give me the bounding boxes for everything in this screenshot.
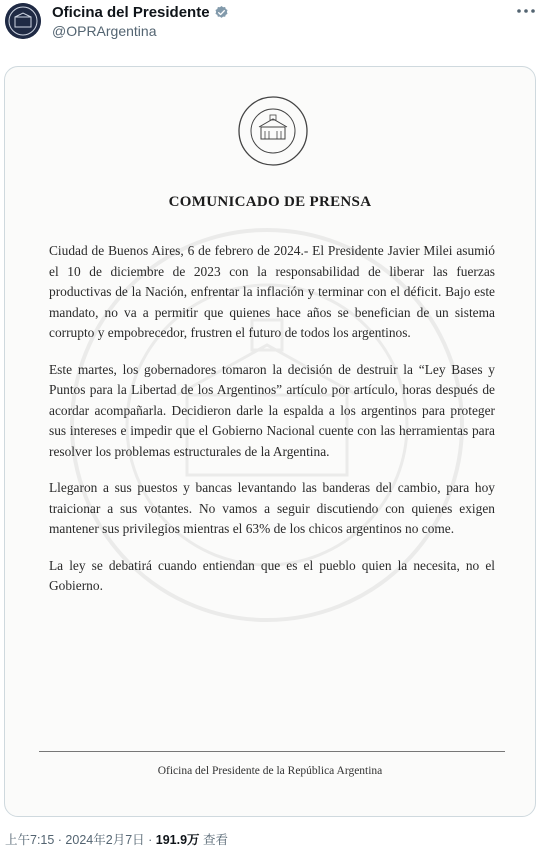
seal-avatar-icon (5, 3, 41, 39)
paragraph: Este martes, los gobernadores tomaron la decisión de destruir la “Ley Bases y Puntos para la Libertad de los Argentinos” artículo por artículo, horas después de acordar acompañarla. Decidieron darle la espalda a los argentinos para proteger sus intereses e impedir que el Gobierno Nacional cuente con las herramientas para resolver los problemas estructurales de la Argentina. (49, 361, 495, 459)
avatar[interactable] (5, 3, 41, 39)
views-label: 查看 (199, 833, 229, 847)
paragraph: Llegaron a sus puestos y bancas levantando las banderas del cambio, para hoy traicionar a sus votantes. No vamos a seguir discutiendo con quienes exigen mantener sus privilegios mientras el 63% de los chicos argentinos no come. (49, 480, 495, 536)
document-image[interactable] (4, 66, 536, 817)
author-name-row[interactable] (52, 4, 229, 21)
tweet-meta (5, 830, 228, 848)
timestamp[interactable]: 上午7:15 · 2024年2月7日 · (5, 833, 156, 847)
tweet-header (0, 0, 544, 60)
document-body (49, 241, 495, 613)
footer-divider (39, 751, 505, 752)
view-count: 191.9万 (155, 833, 200, 847)
paragraph: Ciudad de Buenos Aires, 6 de febrero de 2024.- El Presidente Javier Milei asumió el 10 de diciembre de 2023 con la responsabilidad de liberar las fuerzas productivas de la Nación, enfrentar la inflación y terminar con el déficit. Bajo este mandato, no va a permitir que quienes hace años se benefician de un sistema corrupto y empobrecedor, frustren el futuro de todos los argentinos. (49, 243, 495, 340)
more-horizontal-icon[interactable] (514, 2, 538, 22)
verified-badge-icon (214, 5, 229, 20)
author-name[interactable]: Oficina del Presidente (52, 4, 210, 21)
document-footer: Oficina del Presidente de la República Argentina (157, 765, 383, 777)
document-title: COMUNICADO DE PRENSA (168, 194, 372, 210)
author-handle[interactable]: @OPRArgentina (52, 23, 157, 39)
paragraph: La ley se debatirá cuando entiendan que es el pueblo quien la necesita, no el Gobierno. (49, 557, 495, 593)
presidential-seal-icon (237, 95, 309, 167)
